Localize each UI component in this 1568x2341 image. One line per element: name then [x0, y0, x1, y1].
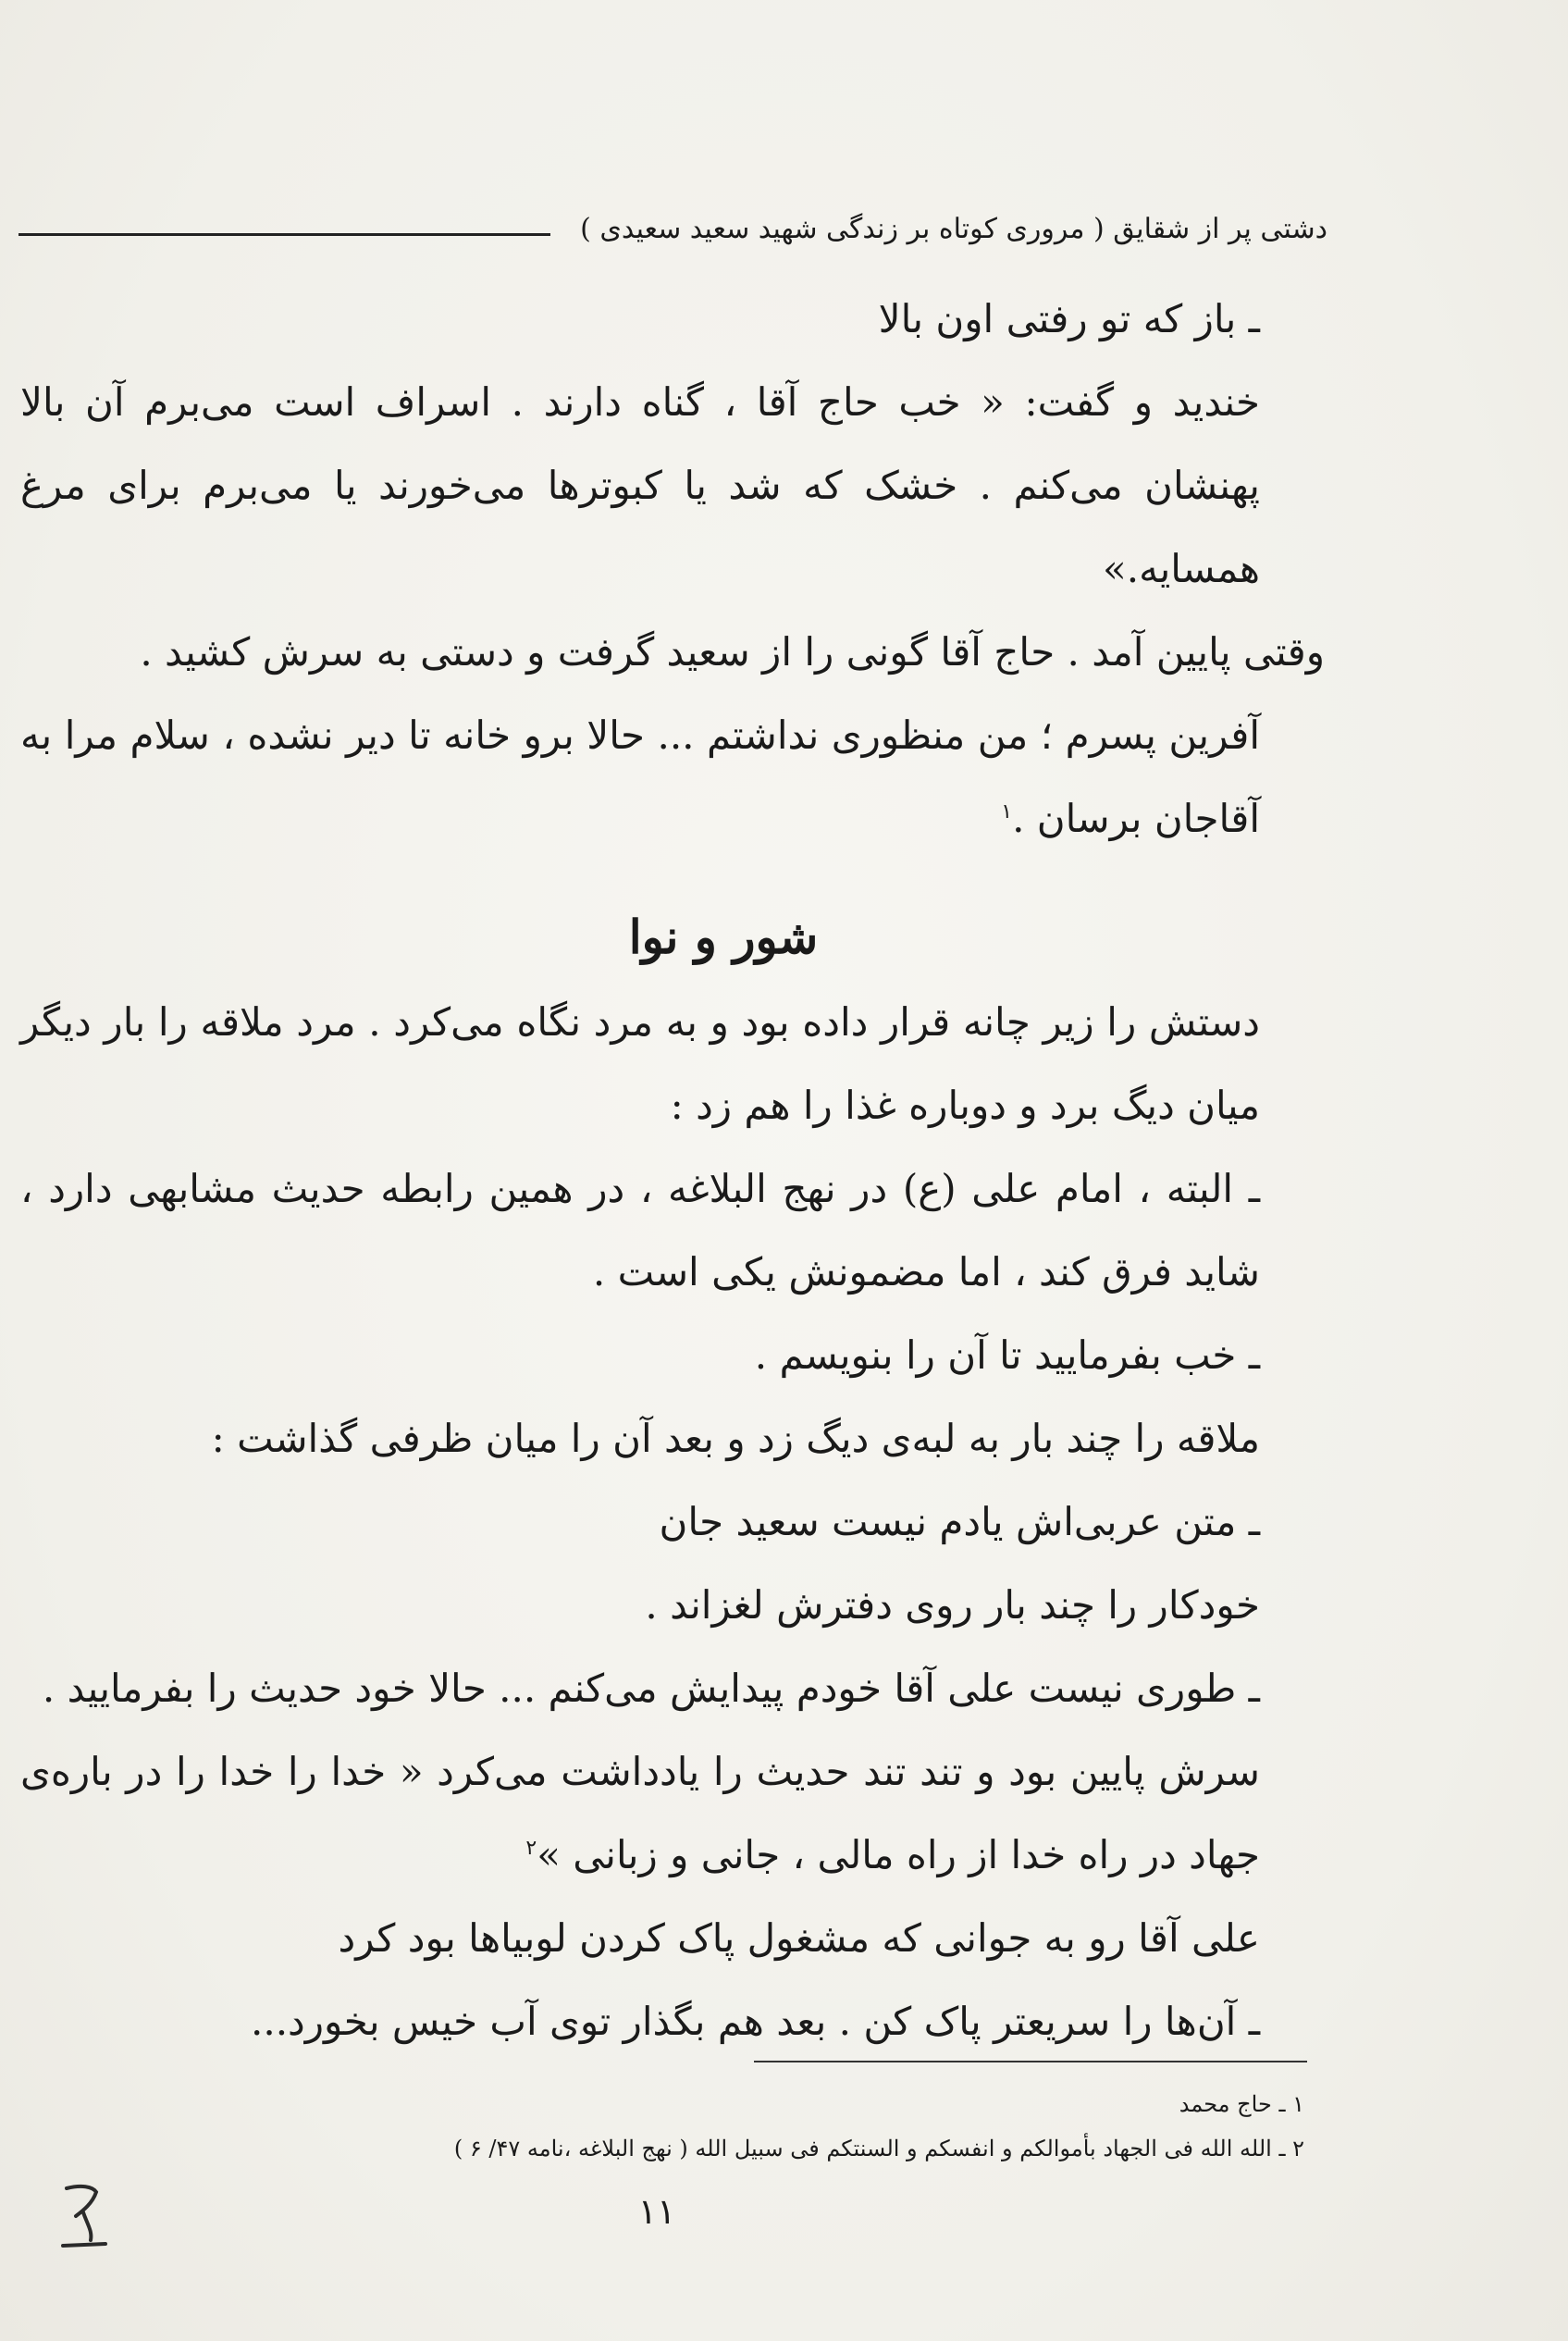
footnote-ref-1: ١ — [1001, 800, 1013, 824]
paragraph-text: سرش پایین بود و تند تند حدیث را یادداشت می‌کرد « خدا را خدا را در باره‌ی جهاد در راه خدا از راه مالی ، جانی و زبانی » — [20, 1749, 1260, 1877]
footnotes — [352, 2082, 1304, 2171]
paragraph: ـ آن‌ها را سریعتر پاک کن . بعد هم بگذار توی آب خیس بخورد... — [251, 1999, 1260, 2044]
paragraph: ـ البته ، امام علی (ع) در نهج البلاغه ، در همین رابطه حدیث مشابهی دارد ، شاید فرق کند ، اما مضمونش یکی است . — [20, 1166, 1260, 1294]
paragraph — [20, 1730, 1325, 1897]
body-text — [20, 278, 1325, 2063]
paragraph: علی آقا رو به جوانی که مشغول پاک کردن لوبیاها بود کرد — [338, 1915, 1260, 1961]
footnote-2: ٢ ـ الله الله فی الجهاد بأموالکم و انفسکم و السنتکم فی سبیل الله ( نهج البلاغه ،نامه ۴۷/ ۶ ) — [453, 2136, 1304, 2161]
section-title: شور و نوا — [628, 910, 819, 964]
paragraph: دستش را زیر چانه قرار داده بود و به مرد نگاه می‌کرد . مرد ملاقه را بار دیگر میان دیگ برد و دوباره غذا را هم زد : — [20, 999, 1260, 1128]
header-title: دشتی پر از شقایق ( مروری کوتاه بر زندگی شهید سعید سعیدی ) — [580, 213, 1327, 245]
paragraph — [20, 694, 1325, 861]
paragraph: ـ باز که تو رفتی اون بالا — [878, 296, 1260, 341]
paragraph: خودکار را چند بار روی دفترش لغزاند . — [645, 1582, 1260, 1628]
handwritten-mark — [56, 2179, 111, 2253]
running-header — [19, 205, 1327, 261]
paragraph: وقتی پایین آمد . حاج آقا گونی را از سعید گرفت و دستی به سرش کشید . — [140, 629, 1325, 675]
page-number: ١١ — [637, 2191, 676, 2232]
paragraph: ملاقه را چند بار به لبه‌ی دیگ زد و بعد آن را میان ظرفی گذاشت : — [211, 1416, 1260, 1461]
paragraph: ـ متن عربی‌اش یادم نیست سعید جان — [659, 1499, 1260, 1544]
paragraph: ـ خب بفرمایید تا آن را بنویسم . — [754, 1332, 1260, 1378]
footnote-1: ١ ـ حاج محمد — [1179, 2091, 1304, 2117]
paragraph: ـ طوری نیست علی آقا خودم پیدایش می‌کنم ... حالا خود حدیث را بفرمایید . — [42, 1666, 1260, 1711]
header-rule — [19, 233, 550, 236]
paragraph: خندید و گفت: « خب حاج آقا ، گناه دارند . اسراف است می‌برم آن بالا پهنشان می‌کنم . خشک که شد یا کبوترها می‌خورند یا می‌برم برای مرغ همسایه.» — [20, 379, 1260, 591]
paragraph-text: آفرین پسرم ؛ من منظوری نداشتم ... حالا برو خانه تا دیر نشده ، سلام مرا به آقاجان برسان . — [20, 712, 1260, 841]
footnote-rule — [754, 2061, 1307, 2062]
footnote-ref-2: ٢ — [525, 1837, 537, 1860]
